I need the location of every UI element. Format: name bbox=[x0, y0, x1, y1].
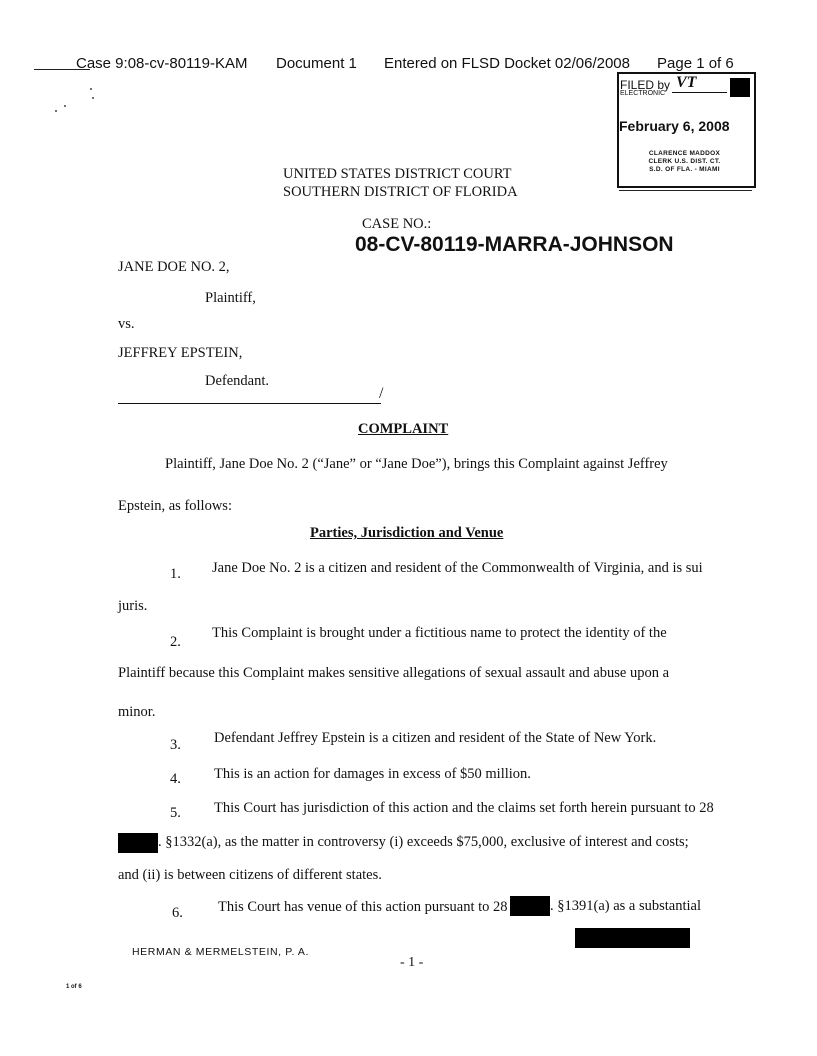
stamp-underline bbox=[619, 190, 752, 191]
scan-speck bbox=[92, 97, 94, 99]
header-case-number: Case 9:08-cv-80119-KAM bbox=[76, 55, 248, 72]
scan-speck bbox=[55, 110, 57, 112]
paragraph-number: 2. bbox=[170, 634, 181, 650]
defendant-role: Defendant. bbox=[205, 373, 270, 389]
document-title: COMPLAINT bbox=[358, 421, 449, 437]
redaction-block bbox=[118, 833, 158, 853]
intro-line2: Epstein, as follows: bbox=[118, 498, 232, 514]
paragraph-5-line2: . §1332(a), as the matter in controversy (i) exceeds $75,000, exclusive of interest and costs; bbox=[158, 834, 689, 850]
scan-speck bbox=[90, 88, 92, 90]
paragraph-6-line1-part2: . §1391(a) as a substantial bbox=[550, 898, 702, 914]
paragraph-1-line2: juris. bbox=[118, 598, 148, 614]
court-name-line2: SOUTHERN DISTRICT OF FLORIDA bbox=[283, 184, 518, 200]
paragraph-1-line1: Jane Doe No. 2 is a citizen and resident of the Commonwealth of Virginia, and is sui bbox=[212, 560, 703, 576]
plaintiff-role: Plaintiff, bbox=[205, 290, 256, 306]
footer-firm: HERMAN & MERMELSTEIN, P. A. bbox=[132, 946, 310, 958]
stamp-redaction bbox=[730, 78, 750, 97]
caption-slash: / bbox=[379, 385, 384, 402]
plaintiff-name: JANE DOE NO. 2, bbox=[118, 259, 230, 275]
footer-redaction-block bbox=[575, 928, 690, 948]
paragraph-5-line3: and (ii) is between citizens of different states. bbox=[118, 867, 382, 883]
defendant-name: JEFFREY EPSTEIN, bbox=[118, 345, 243, 361]
header-entered: Entered on FLSD Docket 02/06/2008 bbox=[384, 55, 630, 72]
caption-rule bbox=[118, 403, 381, 404]
stamp-initials: VT bbox=[676, 74, 697, 91]
paragraph-6-line1-part1: This Court has venue of this action pursuant to 28 bbox=[218, 899, 508, 915]
redaction-block bbox=[510, 896, 550, 916]
case-number: 08-CV-80119-MARRA-JOHNSON bbox=[355, 233, 674, 256]
stamp-electronic: ELECTRONIC bbox=[620, 90, 666, 97]
paragraph-2-line3: minor. bbox=[118, 704, 156, 720]
case-number-label: CASE NO.: bbox=[362, 216, 432, 232]
paragraph-2-line2: Plaintiff because this Complaint makes sensitive allegations of sexual assault and abuse upon a bbox=[118, 665, 670, 681]
corner-page-mark: 1 of 6 bbox=[66, 984, 82, 990]
stamp-clerk-line: CLARENCE MADDOX bbox=[648, 150, 721, 157]
stamp-filed-by: FILED by bbox=[620, 78, 671, 92]
paragraph-number: 6. bbox=[172, 905, 183, 921]
header-page: Page 1 of 6 bbox=[657, 55, 734, 72]
paragraph-2-line1: This Complaint is brought under a fictitious name to protect the identity of the bbox=[212, 625, 667, 641]
header-document: Document 1 bbox=[276, 55, 357, 72]
stamp-initials-line bbox=[672, 92, 727, 93]
paragraph-4-line1: This is an action for damages in excess of $50 million. bbox=[214, 766, 531, 782]
versus: vs. bbox=[118, 316, 135, 332]
paragraph-number: 3. bbox=[170, 737, 181, 753]
paragraph-number: 4. bbox=[170, 771, 181, 787]
intro-line1: Plaintiff, Jane Doe No. 2 (“Jane” or “Jane Doe”), brings this Complaint against Jeffrey bbox=[165, 456, 668, 472]
court-name-line1: UNITED STATES DISTRICT COURT bbox=[283, 166, 512, 182]
footer-page-number: - 1 - bbox=[400, 955, 424, 970]
paragraph-number: 5. bbox=[170, 805, 181, 821]
section-heading: Parties, Jurisdiction and Venue bbox=[310, 525, 504, 541]
paragraph-5-line1: This Court has jurisdiction of this action and the claims set forth herein pursuant to 28 bbox=[214, 800, 714, 816]
stamp-date: February 6, 2008 bbox=[619, 118, 730, 134]
stamp-clerk-line: CLERK U.S. DIST. CT. bbox=[648, 158, 721, 165]
stamp-clerk-line: S.D. OF FLA. - MIAMI bbox=[649, 166, 720, 173]
scan-speck bbox=[64, 105, 66, 107]
paragraph-3-line1: Defendant Jeffrey Epstein is a citizen and resident of the State of New York. bbox=[214, 730, 657, 746]
paragraph-number: 1. bbox=[170, 566, 181, 582]
